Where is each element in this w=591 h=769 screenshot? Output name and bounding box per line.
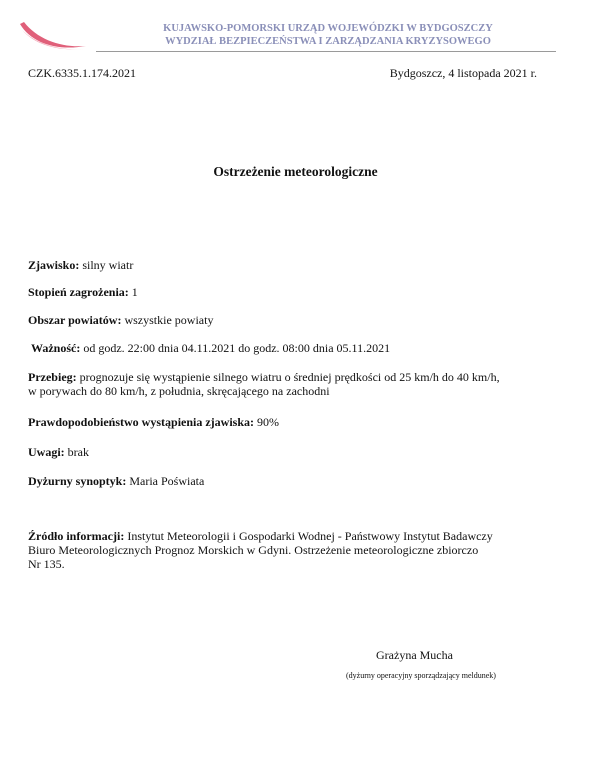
header-divider: [96, 51, 556, 52]
field-label: Przebieg:: [28, 370, 77, 384]
field-value: 90%: [257, 415, 280, 429]
field-forecaster: [28, 474, 548, 488]
field-label: Ważność:: [31, 341, 81, 355]
field-label: Obszar powiatów:: [28, 313, 122, 327]
institution-line-1: KUJAWSKO-POMORSKI URZĄD WOJEWÓDZKI W BYDGOSZCZY: [163, 23, 493, 34]
field-area: [28, 313, 548, 327]
field-remarks: [28, 445, 548, 459]
field-value-line-2: w porywach do 80 km/h, z południa, skręcającego na zachodni: [28, 384, 330, 398]
signature-name: Grażyna Mucha: [376, 648, 453, 662]
field-value: wszystkie powiaty: [124, 313, 214, 327]
signature-role: (dyżurny operacyjny sporządzający meldunek): [346, 671, 496, 680]
field-value: 1: [131, 285, 138, 299]
field-label: Źródło informacji:: [28, 529, 125, 543]
field-value: od godz. 22:00 dnia 04.11.2021 do godz. 08:00 dnia 05.11.2021: [83, 341, 391, 355]
institution-name: [100, 23, 556, 48]
document-title: Ostrzeżenie meteorologiczne: [213, 164, 378, 179]
field-value: brak: [67, 445, 89, 459]
place-date: Bydgoszcz, 4 listopada 2021 r.: [389, 66, 537, 80]
field-label: Dyżurny synoptyk:: [28, 474, 127, 488]
field-validity: [31, 341, 551, 355]
field-threat-level: [28, 285, 548, 299]
field-phenomenon: [28, 258, 548, 272]
field-label: Uwagi:: [28, 445, 65, 459]
field-value-line-2: Biuro Meteorologicznych Prognoz Morskich w Gdyni. Ostrzeżenie meteorologiczne zbiorczo: [28, 543, 479, 557]
field-label: Prawdopodobieństwo wystąpienia zjawiska:: [28, 415, 255, 429]
field-course: [28, 370, 548, 398]
field-value-line-3: Nr 135.: [28, 557, 65, 571]
field-value: silny wiatr: [82, 258, 134, 272]
field-value-line-1: Instytut Meteorologii i Gospodarki Wodnej - Państwowy Instytut Badawczy: [127, 529, 493, 543]
field-label: Zjawisko:: [28, 258, 80, 272]
reference-number: CZK.6335.1.174.2021: [28, 66, 136, 80]
field-value: Maria Poświata: [129, 474, 205, 488]
institution-line-2: WYDZIAŁ BEZPIECZEŃSTWA I ZARZĄDZANIA KRYZYSOWEGO: [165, 35, 491, 47]
field-source: [28, 529, 548, 571]
field-probability: [28, 415, 548, 429]
field-value-line-1: prognozuje się wystąpienie silnego wiatru o średniej prędkości od 25 km/h do 40 km/h,: [79, 370, 500, 384]
logo-icon: [18, 18, 90, 59]
field-label: Stopień zagrożenia:: [28, 285, 129, 299]
